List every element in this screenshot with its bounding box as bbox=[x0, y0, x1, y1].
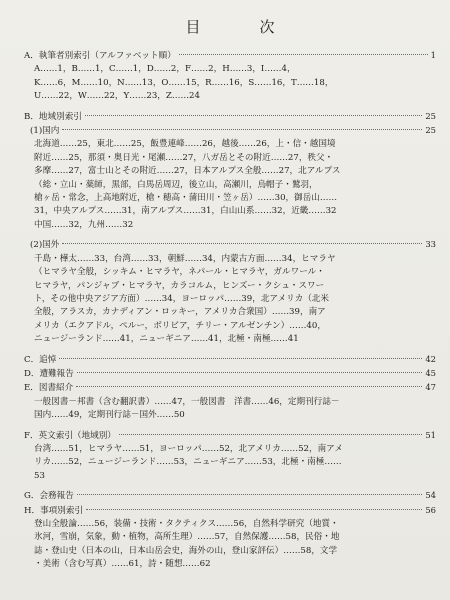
page-number: 25 bbox=[425, 125, 436, 136]
dot-leader bbox=[86, 509, 422, 510]
section-label: E．図書紹介 bbox=[24, 383, 74, 394]
section-label: (2)国外 bbox=[30, 240, 60, 251]
toc-entry-line: 附近……25，那須・奥日光・尾瀬……27，八ガ岳とその附近……27，秩父・ bbox=[34, 152, 334, 163]
page-number: 47 bbox=[425, 382, 436, 393]
toc-entry-line: ト，その他中央アジア方面）……34，ヨーロッパ……39，北アメリカ（北米 bbox=[34, 293, 329, 304]
toc-entry-line: メリカ（エクアドル，ペルー，ボリビア，チリー・アルゼンチン）……40， bbox=[34, 320, 326, 331]
section-label: (1)国内 bbox=[30, 126, 60, 137]
toc-subsection[interactable] bbox=[24, 238, 436, 252]
toc-section[interactable] bbox=[24, 49, 436, 63]
toc-entry-line: 53 bbox=[34, 470, 45, 481]
page-number: 51 bbox=[425, 429, 436, 440]
toc-entry-line: U……22，W……22，Y……23，Z……24 bbox=[34, 91, 200, 102]
toc-entry-line: 台湾……51，ヒマラヤ……51，ヨーロッパ……52，北アメリカ……52，南アメ bbox=[34, 443, 343, 454]
page-number: 33 bbox=[425, 239, 436, 250]
dot-leader bbox=[179, 54, 428, 55]
toc-entry-line: 全般，アラスカ，カナディアン・ロッキー，アメリカ合衆国）……39，南ア bbox=[34, 307, 326, 318]
section-label: F．英文索引（地域別） bbox=[24, 430, 116, 441]
page-number: 1 bbox=[430, 50, 436, 60]
page-number: 45 bbox=[425, 367, 436, 378]
toc-entry-line: K……6，M……10，N……13，O……15，R……16，S……16，T……18， bbox=[34, 77, 334, 88]
toc-section[interactable] bbox=[24, 353, 436, 367]
toc-entry-line: 誌・登山史（日本の山，日本山岳会史，海外の山，登山家評伝）……58，文学 bbox=[34, 545, 338, 556]
page-number: 54 bbox=[425, 490, 436, 501]
dot-leader bbox=[59, 358, 422, 359]
toc-entry-line: 登山全般論……56，装備・技術・タクティクス……56，自然科学研究（地質・ bbox=[34, 519, 339, 529]
toc-entry-line: 北海道……25，東北……25，飯豊連峰……26，越後……26，上・信・越国境 bbox=[34, 139, 336, 150]
toc-entry-line: 千島・樺太……33，台湾……33，朝鮮……34，内蒙古方面……34，ヒマラヤ bbox=[34, 253, 336, 264]
toc-section[interactable] bbox=[24, 504, 436, 518]
page-number: 42 bbox=[425, 353, 436, 364]
toc-entry-line: 31，中央アルプス……31，南アルプス……31，白山山系……32，近畿……32 bbox=[34, 206, 337, 217]
toc-entry-line: 多摩……27，富士山とその附近……27，日本アルプス全般……27，北アルプス bbox=[34, 166, 341, 177]
toc-entry-line: 氷河，雪崩，気象，動・植物，高所生理）……57，自然保護……58，民俗・地 bbox=[34, 532, 340, 543]
toc-entry-line: 中国……32，九州……32 bbox=[34, 219, 134, 230]
dot-leader bbox=[85, 115, 422, 116]
dot-leader bbox=[62, 129, 422, 130]
toc-subsection[interactable] bbox=[24, 124, 436, 138]
toc-entry-line: A……1，B……1，C……1，D……2，F……2，H……3，I……4， bbox=[34, 64, 296, 75]
table-of-contents bbox=[24, 49, 436, 572]
dot-leader bbox=[77, 372, 422, 373]
dot-leader bbox=[76, 386, 422, 387]
page-number: 56 bbox=[425, 504, 436, 515]
section-label: D．遭難報告 bbox=[24, 368, 74, 379]
toc-entry-line: （ヒマラヤ全般，シッキム・ヒマラヤ，ネパール・ヒマラヤ，ガルワール・ bbox=[34, 267, 325, 278]
page-title: 目 次 bbox=[185, 18, 297, 36]
page-number: 25 bbox=[425, 110, 436, 121]
toc-entry-line: ニュージーランド……41，ニューギニア……41，北極・南極……41 bbox=[34, 334, 299, 345]
section-label: G．会務報告 bbox=[24, 491, 74, 502]
toc-entry-line: ヒマラヤ，パンジャブ・ヒマラヤ，カラコルム，ヒンズー・クシュ・スワー bbox=[34, 280, 325, 291]
toc-entry-line: 槍ヶ岳・常念，上高地附近，槍・穂高・蒲田川・笠ヶ岳）……30，御岳山…… bbox=[34, 193, 338, 204]
section-label: B．地域別索引 bbox=[24, 111, 82, 122]
toc-entry-line: 国内……49，定期刊行誌－国外……50 bbox=[34, 410, 185, 421]
toc-entry-line: ・美術（含む写真）……61，詩・随想……62 bbox=[34, 559, 211, 570]
section-label: C．追悼 bbox=[24, 354, 57, 365]
toc-section[interactable] bbox=[24, 381, 436, 395]
section-label: H．事項別索引 bbox=[24, 505, 84, 516]
toc-entry-line: リカ……52，ニュージーランド……53，ニューギニア……53，北極・南極…… bbox=[34, 457, 342, 468]
dot-leader bbox=[119, 434, 422, 435]
dot-leader bbox=[62, 243, 422, 244]
toc-section[interactable] bbox=[24, 429, 436, 443]
toc-entry-line: （総・立山・薬師，黒部，白馬岳周辺，後立山，高瀬川，烏帽子・鷲羽， bbox=[34, 179, 318, 190]
toc-section[interactable] bbox=[24, 489, 436, 503]
toc-section[interactable] bbox=[24, 367, 436, 381]
toc-section[interactable] bbox=[24, 110, 436, 124]
dot-leader bbox=[77, 494, 422, 495]
toc-entry-line: 一般図書－邦書（含む翻訳書）……47，一般図書 洋書……46，定期刊行誌－ bbox=[34, 396, 340, 407]
section-label: A．執筆者別索引（アルファベット順） bbox=[24, 51, 176, 61]
